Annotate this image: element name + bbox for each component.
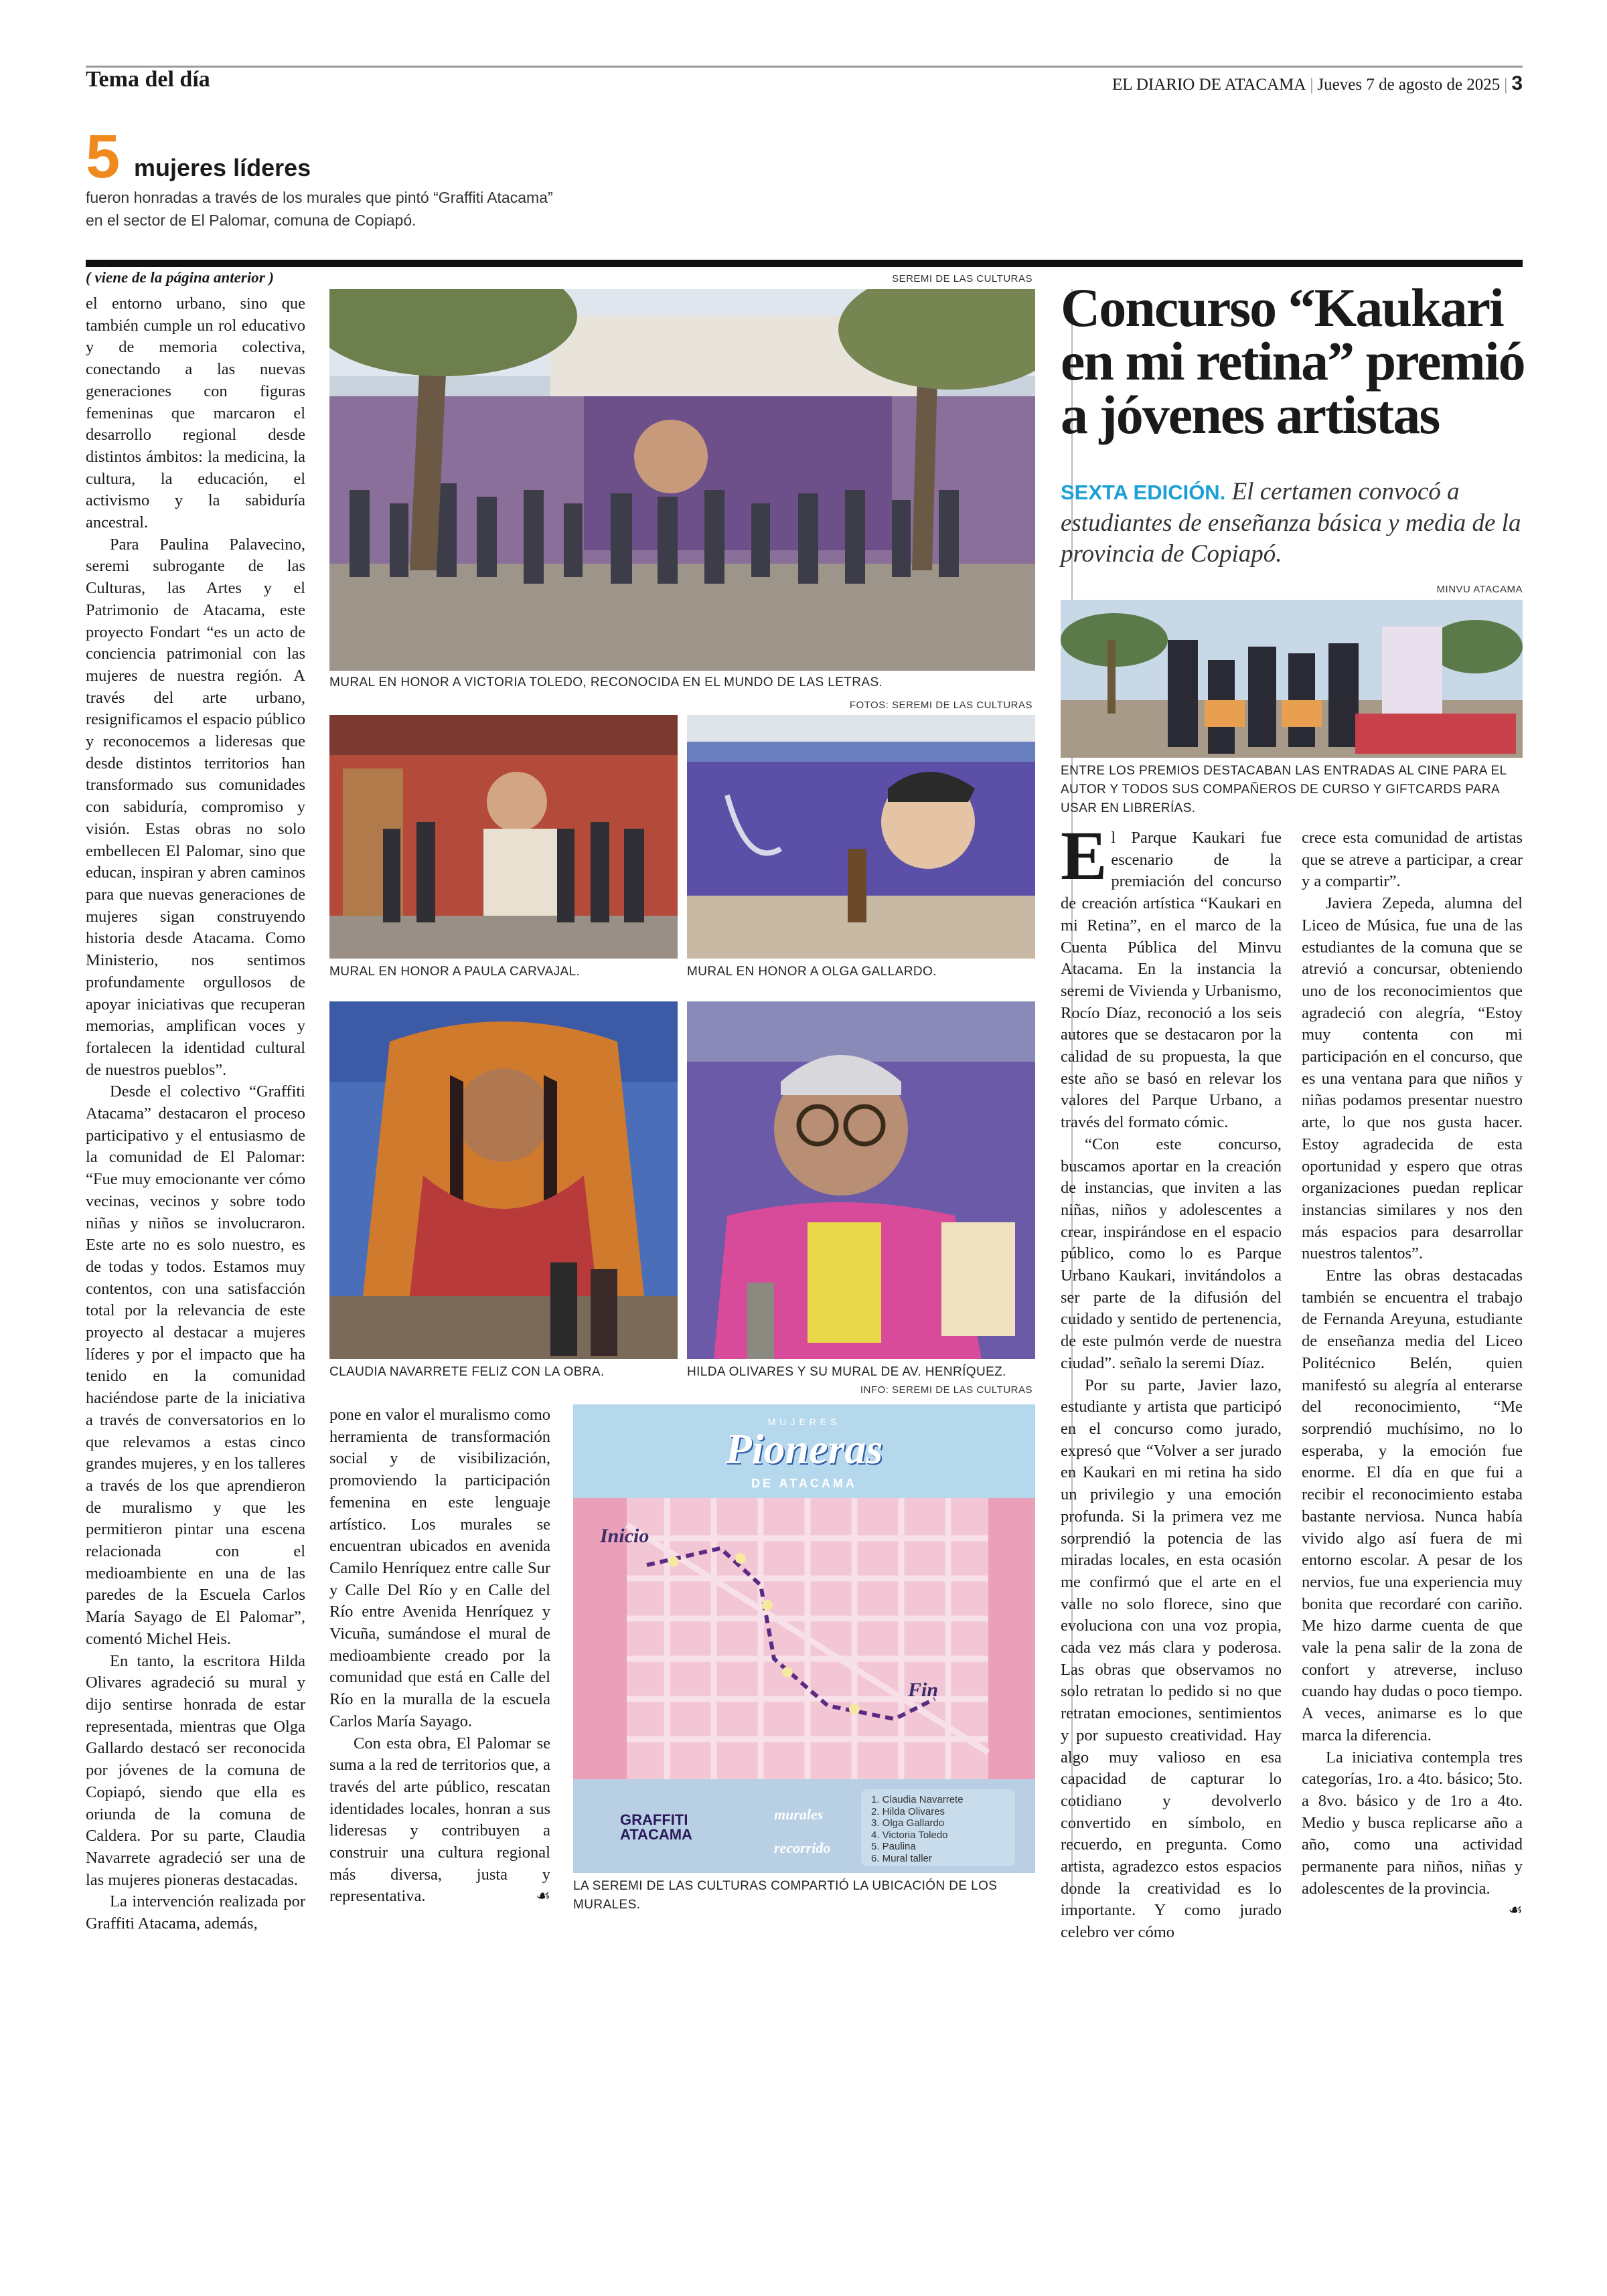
newspaper-name: EL DIARIO DE ATACAMA	[1112, 76, 1306, 94]
map-legend-item: 3. Olga Gallardo	[871, 1817, 945, 1829]
issue-date: Jueves 7 de agosto de 2025	[1317, 76, 1501, 94]
top-rule	[86, 66, 1523, 68]
side-article-subtitle	[1061, 477, 1529, 570]
side-article-column-2	[1302, 827, 1523, 1922]
photo-caption: MURAL EN HONOR A PAULA CARVAJAL.	[329, 965, 581, 979]
highlight-label: mujeres líderes	[134, 154, 311, 181]
section-title: Tema del día	[86, 67, 210, 92]
map-legend-item: 5. Paulina	[871, 1841, 916, 1852]
paragraph: Desde el colectivo “Graffiti Atacama” destacaron el proceso participativo y el entusiasmo de la comunidad de El Palomar: “Fue muy emocionante ver cómo vecinas, vecinos y sobre todo niñas y niños se involucraron. Este arte no es solo nuestro, es de todas y todos. Estamos muy contentos, con una satisfacción total por la relevancia de este proyecto al destacar a mujeres líderes y por el impacto que ha tenido en la comunidad haciéndose parte de la iniciativa a través de conversatorios en lo que relevamos a estas cinco grandes mujeres, y en los talleres a través de los que aprendieron de muralismo y que les permitieron pintar una escena relacionada con el medioambiente en una de las paredes de la Escuela Carlos María Sayago de El Palomar”, comentó Michel Heis.	[86, 1082, 305, 1648]
paragraph: el entorno urbano, sino que también cumple un rol educativo y de memoria colectiva, conectando a las nuevas generaciones con figuras femeninas que marcaron el desarrollo regional desde distintos ámbitos: la medicina, la cultura, la educación, el activismo y la sabiduría ancestral.	[86, 295, 305, 532]
photo-credit: SEREMI DE LAS CULTURAS	[892, 273, 1032, 284]
map-legend-list	[871, 1794, 964, 1864]
paragraph	[1302, 1747, 1523, 1920]
article-column-left	[86, 293, 305, 1935]
paragraph: Para Paulina Palavecino, seremi subrogante de las Culturas, las Artes y el Patrimonio de Atacama, este proyecto Fondart “es un acto de conciencia patrimonial con las mujeres de nuestra región. A través del arte urbano, resignificamos el espacio público y reconocemos a lideresas que desde distintos territorios han transformado sus comunidades con sabiduría, compromiso y visión. Estas obras no solo embellecen El Palomar, sino que educan, inspiran y abren caminos para que nuevas generaciones de mujeres sigan construyendo historia desde Atacama. Como Ministerio, nos sentimos profundamente orgullosos de apoyar iniciativas que recuperan memorias, amplifican voces y fortalecen la identidad cultural de nuestros pueblos”.	[86, 535, 305, 1079]
section-divider	[86, 260, 1523, 267]
map-start-label: Inicio	[600, 1525, 649, 1547]
map-legend-item: 1. Claudia Navarrete	[871, 1794, 964, 1805]
photo-caption: LA SEREMI DE LAS CULTURAS COMPARTIÓ LA UBICACIÓN DE LOS MURALES.	[573, 1879, 998, 1912]
map-legend-murales: murales	[774, 1806, 824, 1823]
continuation-note: ( viene de la página anterior )	[86, 269, 275, 286]
photo-olga-gallardo-mural	[687, 715, 1035, 959]
highlight-description: fueron honradas a través de los murales que pintó “Graffiti Atacama” en el sector de El Palomar, comuna de Copiapó.	[86, 189, 553, 229]
map-infographic	[573, 1404, 1035, 1873]
end-mark-icon: ☙	[536, 1888, 550, 1906]
side-article-deck: El certamen convocó a estudiantes de enseñanza básica y media de la provincia de Copiapó.	[1061, 478, 1521, 568]
map-legend-item: 2. Hilda Olivares	[871, 1805, 945, 1817]
photo-caption: MURAL EN HONOR A OLGA GALLARDO.	[687, 965, 937, 979]
map-end-label: Fin	[908, 1679, 939, 1701]
photo-claudia-navarrete-mural	[329, 1001, 678, 1359]
paragraph	[1061, 817, 1282, 1134]
paragraph: La intervención realizada por Graffiti Atacama, además,	[86, 1892, 305, 1933]
photo-kaukari-award	[1061, 600, 1523, 758]
masthead: EL DIARIO DE ATACAMA | Jueves 7 de agosto de 2025 | 3	[1112, 72, 1523, 94]
map-brand-logo: GRAFFITI ATACAMA	[620, 1811, 692, 1843]
photo-caption: CLAUDIA NAVARRETE FELIZ CON LA OBRA.	[329, 1365, 605, 1379]
paragraph	[329, 1733, 550, 1908]
paragraph: En tanto, la escritora Hilda Olivares agradeció su mural y dijo sentirse honrada de estar representada, mientras que Olga Gallardo destacó ser reconocida por jóvenes de la comuna de Copiapó, siendo que ella es oriunda de la comuna de Caldera. Por su parte, Claudia Navarrete agradeció ser una de las mujeres pioneras destacadas.	[86, 1651, 305, 1889]
paragraph: “Con este concurso, buscamos aportar en la creación de instancias, que inviten a las niñas, niños y adolescentes a crear, inspirándose en el espacio público, como lo es Parque Urbano Kaukari, invitándolos a ser parte de la difusión del cuidado y sentido de pertenencia, de este pulmón verde de nuestra ciudad”. señalo la seremi Díaz.	[1061, 1135, 1282, 1372]
photo-credit: FOTOS: SEREMI DE LAS CULTURAS	[849, 700, 1032, 711]
map-legend-item: 6. Mural taller	[871, 1852, 932, 1864]
photo-victoria-toledo-mural	[329, 289, 1035, 671]
map-legend-recorrido: recorrido	[774, 1839, 831, 1856]
photo-hilda-olivares-mural	[687, 1001, 1035, 1359]
map-title-sub: DE ATACAMA	[751, 1477, 857, 1490]
photo-credit: MINVU ATACAMA	[1436, 584, 1523, 595]
drop-cap: E	[1061, 817, 1107, 894]
paragraph-text: l Parque Kaukari fue escenario de la premiación del concurso de creación artística “Kaukari en mi Retina”, en el marco de la Cuenta Pública del Minvu Atacama. En la instancia la seremi de Vivienda y Urbanismo, Rocío Díaz, reconoció a los seis autores que se destacaron por la calidad de su propuesta, la que este año se basó en relevar los valores del Parque Urbano, a través del formato cómic.	[1061, 829, 1282, 1132]
paragraph-text: La iniciativa contempla tres categorías, 1ro. a 4to. básico; 5to. a 8vo. básico y de 1ro a 4to. Medio y busca replicarse año a año, como una actividad permanente para niños, niñas y adolescentes de la provincia.	[1302, 1748, 1523, 1898]
side-article-title: Concurso “Kaukari en mi retina” premió a jóvenes artistas	[1061, 277, 1525, 445]
page-number: 3	[1511, 72, 1523, 94]
paragraph: Por su parte, Javier lazo, estudiante y artista que participó en el concurso como jurado, expresó que “Volver a ser jurado en Kaukari en mi retina ha sido un privilegio y una emoción profunda. Si la primera vez me sorprendió la potencia de las miradas locales, en esta ocasión me confirmó que el arte en el valle no solo florece, sino que evoluciona con una voz propia, cada vez más clara y poderosa. Las obras que observamos no solo retratan lo pedido si no que retratan emociones, sentimientos y por supuesto creatividad. Hay algo muy valioso en esa capacidad de capturar lo cotidiano y devolverlo convertido en símbolo, en recuerdo, en pregunta. Como artista, agradezco estos espacios donde la creatividad es lo importante. Y como jurado celebro ver cómo	[1061, 1376, 1282, 1942]
highlight-number: 5	[86, 122, 121, 191]
paragraph: Javiera Zepeda, alumna del Liceo de Música, fue una de las estudiantes de la comuna que se atrevió a concursar, obteniendo uno de los reconocimientos que agradeció con alegría, “Estoy muy contenta con mi participación en el concurso, que es una ventana para que niños y niñas podamos presentar nuestro arte, lo que nos gusta hacer. Estoy agradecida de esta oportunidad y espero que otras organizaciones puedan replicar instancias similares y nos den más espacios para desarrollar nuestros talentos”.	[1302, 894, 1523, 1263]
photo-caption: HILDA OLIVARES Y SU MURAL DE AV. HENRÍQUEZ.	[687, 1365, 1006, 1379]
photo-paula-carvajal-mural	[329, 715, 678, 959]
side-article-column-1	[1061, 817, 1282, 1944]
paragraph: pone en valor el muralismo como herramienta de transformación social y de visibilización, promoviendo la participación femenina en este lenguaje artístico. Los murales se encuentran ubicados en avenida Camilo Henríquez entre calle Sur y Calle Del Río y en Calle del Río entre Avenida Henríquez y Vicuña, sumándose el mural de medioambiente creado por la comunidad que está en Calle del Río en la muralla de la escuela Carlos María Sayago.	[329, 1406, 550, 1730]
paragraph: crece esta comunidad de artistas que se atreve a participar, a crear y a compartir”.	[1302, 829, 1523, 891]
paragraph-text: Con esta obra, El Palomar se suma a la red de territorios que, a través del arte público, rescatan identidades locales, honran a sus lideresas y contribuyen a construir una cultura regional más diversa, justa y representativa.	[329, 1734, 550, 1906]
end-mark-icon: ☙	[1508, 1902, 1523, 1920]
side-article-kicker: SEXTA EDICIÓN.	[1061, 481, 1226, 504]
photo-credit: INFO: SEREMI DE LAS CULTURAS	[860, 1384, 1032, 1396]
map-title-main: Pioneras	[725, 1425, 883, 1473]
paragraph: Entre las obras destacadas también se encuentra el trabajo de Fernanda Areyuna, estudiante de enseñanza media del Liceo Politécnico Belén, quien manifestó su alegría al enterarse del reconocimiento, “Me sorprendió muchísimo, no lo esperaba, y la emoción fue enorme. El día en que fui a recibir el reconocimiento estaba bastante nerviosa. Nunca había vivido algo así fuera de mi entorno escolar. A pesar de los nervios, fue una experiencia muy bonita que recordaré con cariño. Me hizo darme cuenta de que vale la pena salir de la zona de confort y atreverse, incluso cuando hay dudas o poco tiempo. A veces, animarse es lo que marca la diferencia.	[1302, 1266, 1523, 1744]
map-title-top: MUJERES	[767, 1416, 841, 1427]
article-column-middle	[329, 1404, 550, 1908]
photo-caption: MURAL EN HONOR A VICTORIA TOLEDO, RECONOCIDA EN EL MUNDO DE LAS LETRAS.	[329, 675, 883, 689]
map-legend-item: 4. Victoria Toledo	[871, 1829, 948, 1841]
photo-caption: ENTRE LOS PREMIOS DESTACABAN LAS ENTRADAS AL CINE PARA EL AUTOR Y TODOS SUS COMPAÑEROS DE CURSO Y GIFTCARDS PARA USAR EN LIBRERÍAS.	[1061, 764, 1507, 815]
